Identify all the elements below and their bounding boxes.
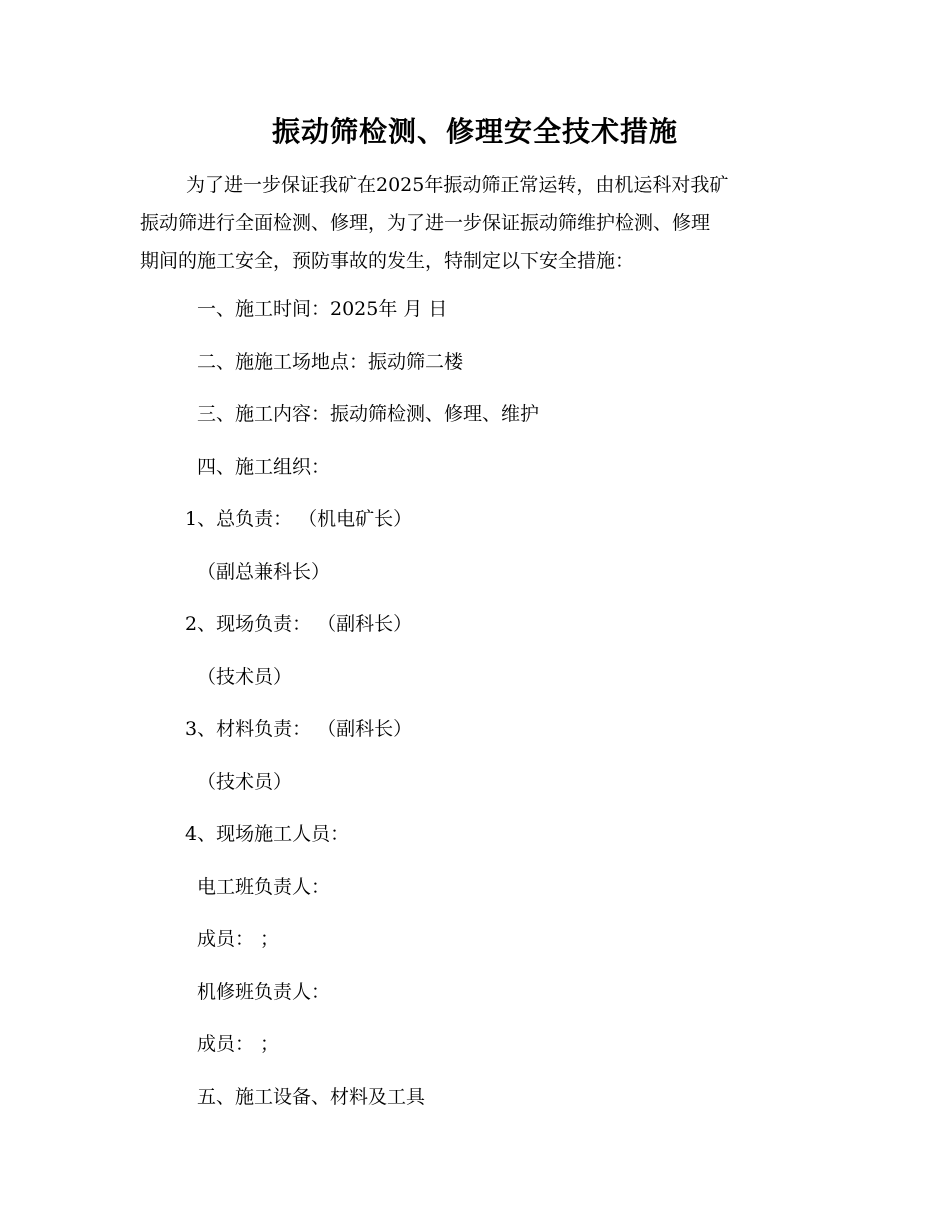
section-construction-content: 三、施工内容：振动筛检测、修理、维护 bbox=[197, 403, 540, 425]
intro-line: 振动筛进行全面检测、修理，为了进一步保证振动筛维护检测、修理 bbox=[140, 212, 711, 234]
section-construction-organization: 四、施工组织： bbox=[197, 456, 331, 478]
electrician-team-members: 成员： ； bbox=[197, 928, 280, 950]
mechanic-team-members: 成员： ； bbox=[197, 1033, 280, 1055]
section-construction-site: 二、施施工场地点：振动筛二楼 bbox=[197, 351, 464, 373]
section-construction-time: 一、施工时间：2025年 月 日 bbox=[197, 298, 448, 320]
org-site-workers: 4、现场施工人员： bbox=[185, 823, 350, 845]
org-material-leader: 3、材料负责： （副科长） bbox=[185, 718, 413, 740]
org-general-deputy: （副总兼科长） bbox=[197, 561, 331, 583]
org-material-technician: （技术员） bbox=[197, 771, 293, 793]
intro-paragraph bbox=[140, 166, 820, 280]
org-site-leader: 2、现场负责： （副科长） bbox=[185, 613, 413, 635]
intro-line: 期间的施工安全，预防事故的发生，特制定以下安全措施： bbox=[140, 250, 635, 272]
org-general-leader: 1、总负责： （机电矿长） bbox=[185, 508, 413, 530]
electrician-team-leader: 电工班负责人： bbox=[197, 876, 331, 898]
org-site-technician: （技术员） bbox=[197, 666, 293, 688]
intro-line: 为了进一步保证我矿在2025年振动筛正常运转，由机运科对我矿 bbox=[186, 174, 729, 196]
document-title: 振动筛检测、修理安全技术措施 bbox=[271, 115, 678, 148]
section-equipment-materials-tools: 五、施工设备、材料及工具 bbox=[197, 1086, 426, 1108]
mechanic-team-leader: 机修班负责人： bbox=[197, 981, 331, 1003]
